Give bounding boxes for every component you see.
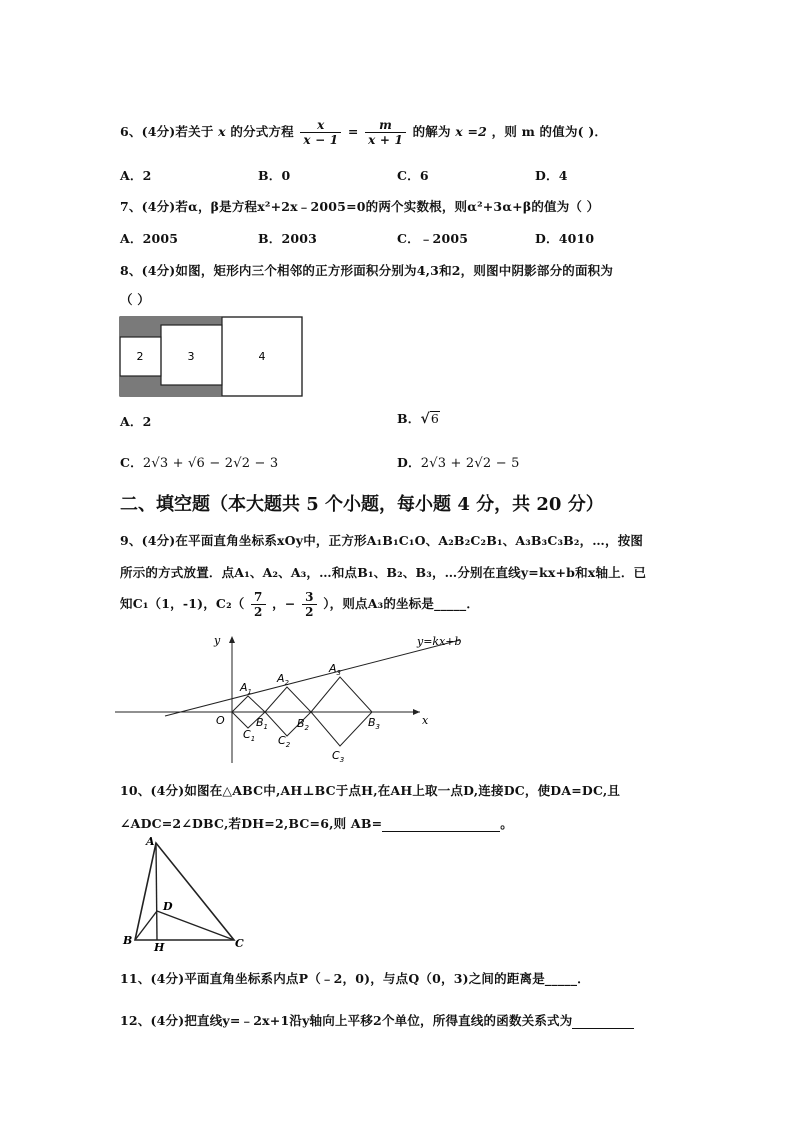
q6-fraction-left [300, 118, 341, 147]
q9-x-arrow [413, 709, 420, 715]
q6-option-d[interactable]: D．4 [535, 168, 568, 183]
q10-altitude-ah [156, 843, 157, 940]
q8-paren: （ ） [120, 292, 150, 307]
q9-c2x-fraction [251, 590, 266, 619]
q8-option-b-radicand: 6 [430, 411, 440, 426]
q7-option-b[interactable]: B．2003 [258, 231, 318, 246]
q9-label-c1: $C_1$ [243, 728, 256, 743]
q10-triangle-abc [135, 843, 234, 940]
q6-fraction-right [365, 118, 406, 147]
q8-option-d-label: D． [397, 455, 421, 470]
q9-label-a2: $A_2$ [277, 672, 289, 687]
q10-label-a: A [146, 835, 155, 848]
q9-x-label: x [422, 714, 429, 727]
q9-figure [115, 628, 475, 768]
q9-c2y-num: 3 [302, 590, 317, 605]
q9-label-b3: $B_3$ [368, 716, 381, 731]
q8-option-c-label: C． [120, 455, 143, 470]
q8-option-d[interactable] [397, 453, 520, 471]
q10-line2-end: 。 [500, 816, 513, 831]
q8-label-4: 4 [258, 350, 266, 363]
q8-label-2: 2 [136, 350, 144, 363]
q7-option-c[interactable]: C．﹣2005 [397, 231, 469, 246]
q10-label-c: C [235, 937, 244, 950]
q6-stem [120, 118, 607, 147]
q8-option-c[interactable] [120, 453, 278, 471]
q9-label-b1: $B_1$ [256, 716, 269, 731]
q9-comma: ，− [272, 596, 296, 611]
q8-option-d-expr: 2√3 + 2√2 − 5 [420, 456, 520, 471]
q12-line [120, 1011, 634, 1029]
q6-var-x: x [218, 124, 226, 139]
q9-line2: 所示的方式放置．点A₁、A₂、A₃，…和点B₁、B₂、B₃，…分别在直线y=kx+b和x轴上．已 [120, 565, 647, 580]
q12-text: 12、(4分)把直线y=﹣2x+1沿y轴向上平移2个单位，所得直线的函数关系式为 [120, 1013, 573, 1028]
q8-option-b-label: B． [397, 411, 421, 426]
q6-equals: = [347, 124, 359, 139]
q6-f1-den: x − 1 [303, 133, 339, 147]
q6-x-eq: x =2 [455, 124, 488, 139]
q9-line3-a: 知C₁（1，-1)，C₂（ [120, 596, 245, 611]
q10-line1: 10、(4分)如图在△ABC中,AH⊥BC于点H,在AH上取一点D,连接DC，使DA=DC,且 [120, 783, 621, 798]
q6-suffix1: 的解为 [412, 124, 451, 139]
q8-label-3: 3 [187, 350, 195, 363]
q10-line2 [120, 814, 513, 832]
q9-origin-label: O [216, 714, 225, 727]
q9-line-label: y=kx+b [417, 635, 462, 648]
q6-f1-num: x [300, 118, 341, 133]
q9-label-a1: $A_1$ [240, 681, 252, 696]
q6-option-c[interactable]: C．6 [397, 168, 429, 183]
q9-line3 [120, 590, 479, 619]
q11-text: 11、(4分)平面直角坐标系内点P（﹣2，0)，与点Q（0，3)之间的距离是_____． [120, 971, 590, 986]
q6-f2-den: x + 1 [368, 133, 404, 147]
q8-shade-top-mid [161, 317, 222, 325]
q6-option-b[interactable]: B．0 [258, 168, 291, 183]
q8-shade-bottom-left [120, 376, 161, 396]
q9-line-ykxb [165, 640, 460, 716]
q9-c2y-den: 2 [305, 605, 314, 619]
q10-label-d: D [163, 900, 173, 913]
q7-option-d[interactable]: D．4010 [535, 231, 595, 246]
q6-option-a[interactable]: A．2 [120, 168, 152, 183]
q9-y-arrow [229, 636, 235, 643]
q9-c2y-fraction [302, 590, 317, 619]
q9-c2x-num: 7 [251, 590, 266, 605]
q9-label-b2: $B_2$ [297, 717, 310, 732]
q10-line2-text: ∠ADC=2∠DBC,若DH=2,BC=6,则 AB= [120, 816, 383, 831]
q9-label-c3: $C_3$ [332, 749, 345, 764]
section-title: 二、填空题（本大题共 5 个小题，每小题 4 分，共 20 分） [120, 494, 604, 515]
q9-c2x-den: 2 [254, 605, 263, 619]
q9-line3-b: ），则点A₃的坐标是_____． [323, 596, 480, 611]
sqrt-symbol: √ [420, 411, 430, 427]
q10-label-h: H [154, 941, 165, 952]
q9-y-label: y [214, 634, 221, 647]
q8-stem: 8、(4分)如图，矩形内三个相邻的正方形面积分别为4,3和2，则图中阴影部分的面积为 [120, 263, 614, 278]
q8-shade-bottom-mid [161, 385, 222, 396]
q6-prefix: 6、(4分)若关于 [120, 124, 214, 139]
q10-figure [118, 834, 248, 952]
q10-label-b: B [123, 934, 133, 947]
q9-line1: 9、(4分)在平面直角坐标系xOy中，正方形A₁B₁C₁O、A₂B₂C₂B₁、A₃B₃C₃B₂，…，按图 [120, 533, 644, 548]
q12-answer-blank[interactable] [572, 1016, 634, 1029]
q8-shade-top-left [120, 317, 161, 337]
q10-answer-blank[interactable] [382, 819, 500, 832]
q8-option-b[interactable] [397, 409, 440, 427]
q9-label-a3: $A_3$ [329, 662, 341, 677]
q9-label-c2: $C_2$ [278, 734, 291, 749]
q7-stem: 7、(4分)若α，β是方程x²+2x﹣2005=0的两个实数根，则α²+3α+β的值为（ ） [120, 199, 600, 214]
q6-suffix2: ，则 m 的值为( )． [491, 124, 608, 139]
q8-figure [119, 316, 305, 398]
q8-option-c-expr: 2√3 + √6 − 2√2 − 3 [142, 456, 279, 471]
q8-option-a[interactable]: A．2 [120, 414, 152, 429]
q6-mid: 的分式方程 [230, 124, 294, 139]
q7-option-a[interactable]: A．2005 [120, 231, 179, 246]
q6-f2-num: m [365, 118, 406, 133]
